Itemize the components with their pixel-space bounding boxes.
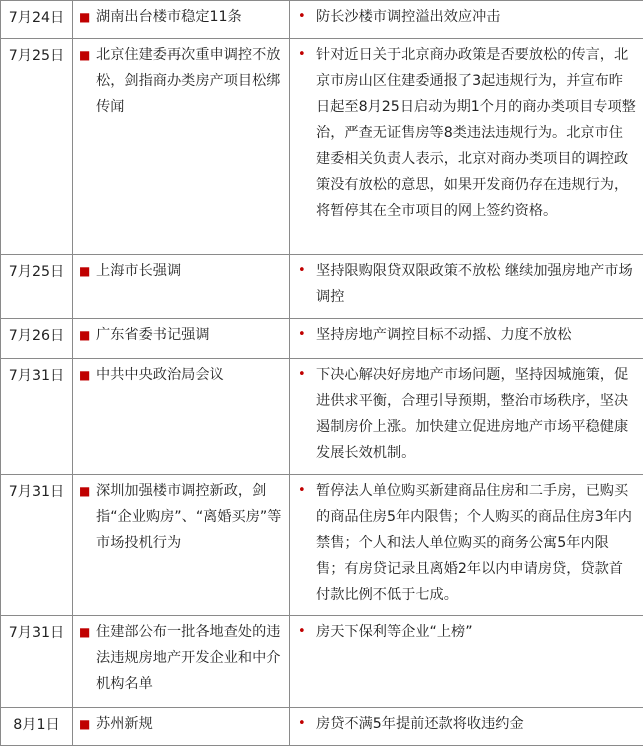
date-cell: 7月31日 xyxy=(1,475,73,616)
event-text: 北京住建委再次重申调控不放松，剑指商办类房产项目松绑传闻 xyxy=(96,47,281,115)
detail-cell xyxy=(290,39,643,255)
event-cell xyxy=(73,1,290,39)
event-cell xyxy=(73,616,290,708)
table-row xyxy=(1,708,643,746)
date-cell: 7月24日 xyxy=(1,1,73,39)
red-square-bullet-icon: ■ xyxy=(79,10,91,24)
table-row xyxy=(1,1,643,39)
red-square-bullet-icon: ■ xyxy=(79,328,91,342)
event-text: 苏州新规 xyxy=(96,716,153,732)
event-cell xyxy=(73,708,290,746)
red-dot-bullet-icon: • xyxy=(298,263,306,278)
event-text: 住建部公布一批各地查处的违法违规房地产开发企业和中介机构名单 xyxy=(96,624,281,692)
detail-cell xyxy=(290,708,643,746)
event-text: 湖南出台楼市稳定11条 xyxy=(96,9,242,25)
red-dot-bullet-icon: • xyxy=(298,716,306,731)
detail-text: 暂停法人单位购买新建商品住房和二手房，已购买的商品住房5年内限售；个人购买的商品住房3年内禁售；个人和法人单位购买的商务公寓5年内限售；有房贷记录且离婚2年以内申请房贷，贷款首付款比例不低于七成。 xyxy=(316,483,632,603)
detail-cell xyxy=(290,475,643,616)
event-text: 中共中央政治局会议 xyxy=(96,367,224,383)
detail-cell xyxy=(290,616,643,708)
detail-text: 针对近日关于北京商办政策是否要放松的传言，北京市房山区住建委通报了3起违规行为，并宣布昨日起至8月25日启动为期1个月的商办类项目专项整治，严查无证售房等8类违法违规行为。北京市住建委相关负责人表示，北京对商办类项目的调控政策没有放松的意思，如果开发商仍存在违规行为，将暂停其在全市项目的网上签约资格。 xyxy=(316,47,636,219)
table-row xyxy=(1,39,643,255)
red-square-bullet-icon: ■ xyxy=(79,717,91,731)
red-dot-bullet-icon: • xyxy=(298,47,306,62)
detail-cell xyxy=(290,359,643,475)
date-cell: 7月25日 xyxy=(1,255,73,319)
event-cell xyxy=(73,359,290,475)
table-row xyxy=(1,319,643,359)
detail-text: 房贷不满5年提前还款将收违约金 xyxy=(316,716,524,732)
detail-text: 坚持限购限贷双限政策不放松 继续加强房地产市场调控 xyxy=(316,263,633,305)
date-cell: 7月26日 xyxy=(1,319,73,359)
event-text: 广东省委书记强调 xyxy=(96,327,210,343)
event-cell xyxy=(73,39,290,255)
detail-text: 下决心解决好房地产市场问题，坚持因城施策，促进供求平衡，合理引导预期，整治市场秩序，坚决遏制房价上涨。加快建立促进房地产市场平稳健康发展长效机制。 xyxy=(316,367,629,461)
red-square-bullet-icon: ■ xyxy=(79,625,91,639)
table-row xyxy=(1,359,643,475)
red-dot-bullet-icon: • xyxy=(298,624,306,639)
date-cell: 7月25日 xyxy=(1,39,73,255)
detail-cell xyxy=(290,1,643,39)
event-text: 上海市长强调 xyxy=(96,263,182,279)
date-cell: 8月1日 xyxy=(1,708,73,746)
event-cell xyxy=(73,475,290,616)
table-row xyxy=(1,616,643,708)
event-cell xyxy=(73,255,290,319)
detail-text: 防长沙楼市调控溢出效应冲击 xyxy=(316,9,501,25)
detail-cell xyxy=(290,255,643,319)
event-cell xyxy=(73,319,290,359)
red-square-bullet-icon: ■ xyxy=(79,264,91,278)
date-cell: 7月31日 xyxy=(1,359,73,475)
detail-text: 房天下保利等企业“上榜” xyxy=(316,624,473,640)
red-dot-bullet-icon: • xyxy=(298,9,306,24)
date-cell: 7月31日 xyxy=(1,616,73,708)
table-row xyxy=(1,255,643,319)
red-dot-bullet-icon: • xyxy=(298,327,306,342)
table-row xyxy=(1,475,643,616)
detail-text: 坚持房地产调控目标不动摇、力度不放松 xyxy=(316,327,572,343)
red-square-bullet-icon: ■ xyxy=(79,368,91,382)
red-square-bullet-icon: ■ xyxy=(79,48,91,62)
detail-cell xyxy=(290,319,643,359)
red-square-bullet-icon: ■ xyxy=(79,484,91,498)
event-text: 深圳加强楼市调控新政，剑指“企业购房”、“离婚买房”等市场投机行为 xyxy=(96,483,282,551)
red-dot-bullet-icon: • xyxy=(298,483,306,498)
red-dot-bullet-icon: • xyxy=(298,367,306,382)
